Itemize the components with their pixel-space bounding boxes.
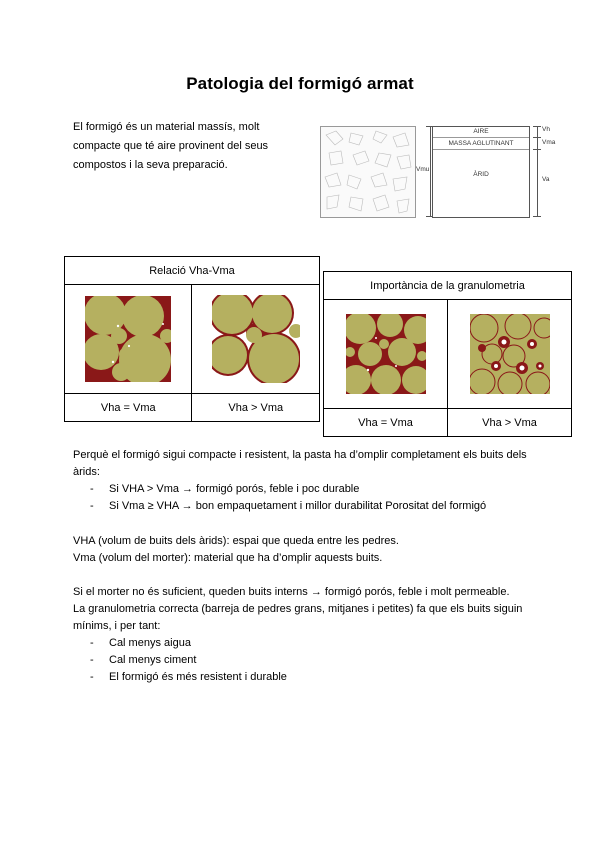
table2-caption-2: Vha > Vma [448,409,572,437]
particles-greater-1 [212,295,300,383]
page-title: Patologia del formigó armat [186,74,414,93]
table2-caption-1: Vha = Vma [324,409,448,437]
volume-diagram [318,124,558,220]
table-vha-vma [64,256,320,422]
table1-image-cell-1 [65,285,192,394]
label-va: Va [542,176,550,183]
label-massa: MASSA AGLUTINANT [448,140,514,147]
paragraph-granulometry: La granulometria correcta (barreja de pedres grans, mitjanes i petites) fa que els buits siguin mínims, i per tant: [73,603,523,632]
bullet-list-1 [73,481,543,515]
particles-equal-1 [85,296,171,382]
volume-block [432,126,530,218]
particles-equal-2 [346,314,426,394]
bullet-item: - Cal menys aigua [73,635,543,652]
table2-image-cell-2 [448,300,572,409]
table-granulometria [323,271,572,437]
bullet-item: - El formigó és més resistent i durable [73,669,543,686]
section-paste [73,447,543,515]
table1-caption-2: Vha > Vma [192,394,320,422]
table2-image-cell-1 [324,300,448,409]
particles-greater-2 [470,314,550,394]
concrete-sample-illustration [320,126,416,218]
section-definitions [73,533,543,567]
paragraph-paste: Perquè el formigó sigui compacte i resistent, la pasta ha d’omplir completament els buits dels àrids: [73,449,527,478]
bullet-item: - Si VHA > Vma → formigó porós, feble i poc durable [73,481,543,498]
label-aire: AIRE [473,128,489,135]
table1-image-cell-2 [192,285,320,394]
definition-vha: VHA (volum de buits dels àrids): espai que queda entre les pedres. [73,535,399,547]
table1-caption-1: Vha = Vma [65,394,192,422]
bullet-item: - Si Vma ≥ VHA → bon empaquetament i millor durabilitat Porositat del formigó [73,498,543,515]
label-vh: Vh [542,126,550,133]
section-granulometry [73,584,543,686]
bullet-item: - Cal menys ciment [73,652,543,669]
paragraph-mortar: Si el morter no és suficient, queden buits interns → formigó porós, feble i molt permeable. [73,586,510,598]
label-vmu: Vmu [416,166,430,173]
intro-paragraph: El formigó és un material massís, molt compacte que té aire provinent del seus compostos i la seva preparació. [73,121,269,171]
label-vma: Vma [542,139,556,146]
table2-header: Importància de la granulometria [324,272,572,300]
label-arid: ÀRID [473,171,489,178]
bullet-list-2 [73,635,543,686]
table1-header: Relació Vha-Vma [65,257,320,285]
definition-vma: Vma (volum del morter): material que ha d’omplir aquests buits. [73,552,383,564]
